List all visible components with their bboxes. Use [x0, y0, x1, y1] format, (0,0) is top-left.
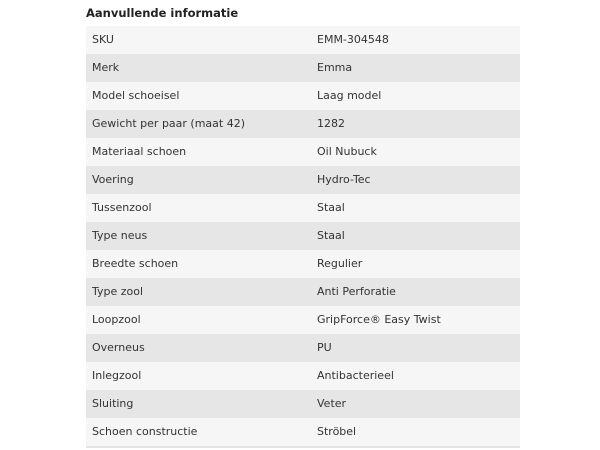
spec-label: Schoen constructie: [86, 418, 311, 446]
table-row: [86, 362, 520, 390]
spec-value: Ströbel: [311, 418, 520, 446]
spec-value: Staal: [311, 194, 520, 222]
table-row: [86, 306, 520, 334]
table-row: [86, 390, 520, 418]
spec-value: Laag model: [311, 82, 520, 110]
spec-value: PU: [311, 334, 520, 362]
spec-label: Breedte schoen: [86, 250, 311, 278]
table-row: [86, 418, 520, 446]
spec-label: Tussenzool: [86, 194, 311, 222]
spec-label: Voering: [86, 166, 311, 194]
spec-value: Emma: [311, 54, 520, 82]
spec-value: Antibacterieel: [311, 362, 520, 390]
spec-label: Sluiting: [86, 390, 311, 418]
spec-value: Anti Perforatie: [311, 278, 520, 306]
spec-label: Model schoeisel: [86, 82, 311, 110]
spec-label: Type neus: [86, 222, 311, 250]
table-row: [86, 222, 520, 250]
section-title: Aanvullende informatie: [86, 6, 239, 20]
spec-label: Loopzool: [86, 306, 311, 334]
additional-information-section: [86, 4, 520, 448]
spec-value: Hydro-Tec: [311, 166, 520, 194]
table-bottom-divider: [86, 446, 520, 448]
table-row: [86, 334, 520, 362]
table-row: [86, 194, 520, 222]
table-row: [86, 250, 520, 278]
table-row: [86, 82, 520, 110]
spec-value: GripForce® Easy Twist: [311, 306, 520, 334]
table-row: [86, 138, 520, 166]
spec-value: Oil Nubuck: [311, 138, 520, 166]
spec-label: Inlegzool: [86, 362, 311, 390]
table-row: [86, 278, 520, 306]
spec-value: Staal: [311, 222, 520, 250]
specifications-table: [86, 26, 520, 446]
spec-label: Gewicht per paar (maat 42): [86, 110, 311, 138]
spec-label: Merk: [86, 54, 311, 82]
spec-label: Overneus: [86, 334, 311, 362]
table-row: [86, 110, 520, 138]
spec-label: Materiaal schoen: [86, 138, 311, 166]
spec-value: 1282: [311, 110, 520, 138]
table-row: [86, 166, 520, 194]
spec-value: EMM-304548: [311, 26, 520, 54]
spec-value: Regulier: [311, 250, 520, 278]
spec-label: Type zool: [86, 278, 311, 306]
table-row: [86, 26, 520, 54]
table-row: [86, 54, 520, 82]
spec-value: Veter: [311, 390, 520, 418]
spec-label: SKU: [86, 26, 311, 54]
